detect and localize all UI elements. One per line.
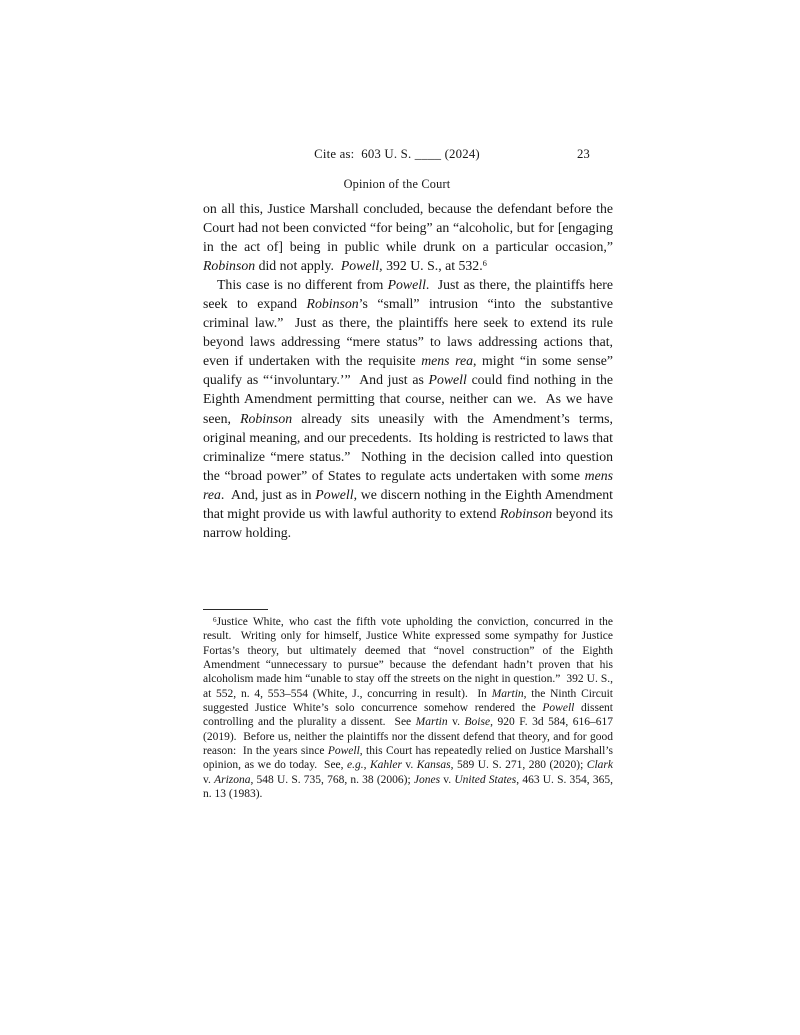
page-number: 23 xyxy=(577,147,590,161)
section-header: Opinion of the Court xyxy=(343,177,451,191)
footnote-paragraph: $^6$Justice White, who cast the fifth vote upholding the conviction, concurred in the result. Writing only for himself, Justice White expressed some sympathy for Justice Fortas’s theory, but ultimately deemed that “novel construction” of the Eighth Amendment “unnecessary to pursue” because the defendant hadn’t proven that his alcoholism made him “unable to stay off the streets on the night in question.” 392 U. S., at 552, n. 4, 553–554 (White, J., concurring in result). In Martin, the Ninth Circuit suggested Justice White’s solo concurrence somehow rendered the Powell dissent controlling and the plurality a dissent. See Martin v. Boise, 920 F. 3d 584, 616–617 (2019). Before us, neither the plaintiffs nor the dissent defend that theory, and for good reason: In the years since Powell, this Court has repeatedly relied on Justice Marshall’s opinion, as we do today. See, e.g., Kahler v. Kansas, 589 U. S. 271, 280 (2020); Clark v. Arizona, 548 U. S. 735, 768, n. 38 (2006); Jones v. United States, 463 U. S. 354, 365, n. 13 (1983). xyxy=(203,615,614,801)
body-paragraph: on all this, Justice Marshall concluded, because the defendant before the Court had not been convicted “for being” an “alcoholic, but for [engaging in the act of] being in public while drunk on a particular occasion,” Robinson did not apply. Powell, 392 U. S., at 532.$^6$ xyxy=(203,201,613,274)
footnote-separator xyxy=(203,609,268,610)
citation-header: Cite as: 603 U. S. ____ (2024) xyxy=(314,147,480,161)
body-paragraph: This case is no different from Powell. Just as there, the plaintiffs here seek to expand Robinson’s “small” intrusion “into the substantive criminal law.” Just as there, the plaintiffs here seek to extend its rule beyond laws addressing “mere status” to laws addressing actions that, even if undertaken with the requisite mens rea, might “in some sense” qualify as “‘involuntary.’” And just as Powell could find nothing in the Eighth Amendment permitting that course, neither can we. As we have seen, Robinson already sits uneasily with the Amendment’s terms, original meaning, and our precedents. Its holding is restricted to laws that criminalize “mere status.” Nothing in the decision called into question the “broad power” of States to regulate acts undertaken with some mens rea. And, just as in Powell, we discern nothing in the Eighth Amendment that might provide us with lawful authority to extend Robinson beyond its narrow holding. xyxy=(203,277,614,540)
footnote xyxy=(203,615,613,801)
opinion-body xyxy=(203,199,613,542)
